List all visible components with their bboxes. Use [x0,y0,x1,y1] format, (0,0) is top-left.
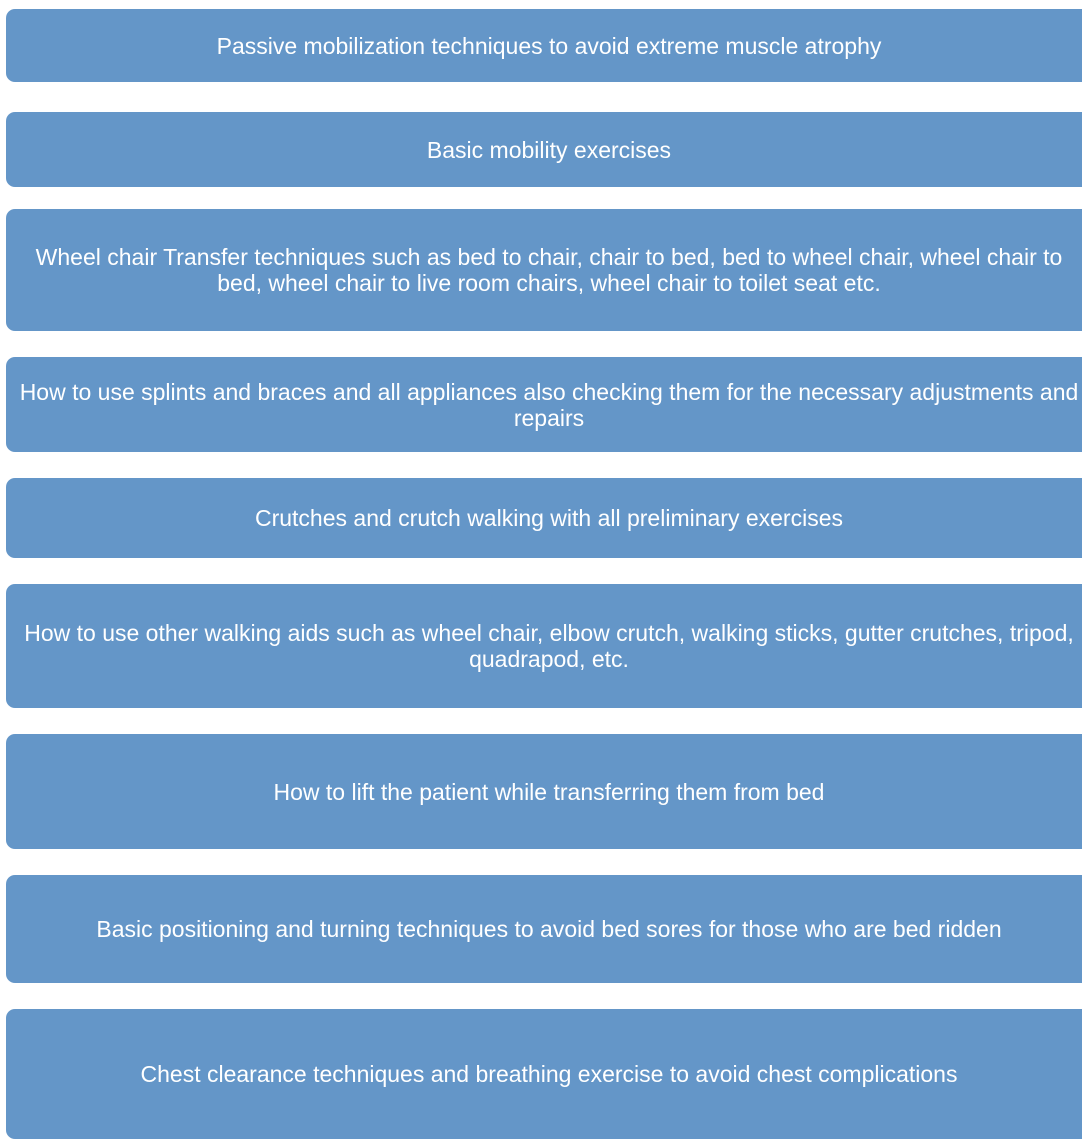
list-item-wheelchair-transfer [6,209,1082,331]
list-item-label: How to lift the patient while transferring them from bed [273,778,825,805]
list-item-label: Wheel chair Transfer techniques such as bed to chair, chair to bed, bed to wheel chair, wheel chair to bed, wheel chair to live room chairs, wheel chair to toilet seat etc. [35,244,1063,296]
list-item-label: Basic positioning and turning techniques to avoid bed sores for those who are bed ridden [96,916,1002,942]
list-item-lift-patient [6,734,1082,849]
list-item-crutch-walking [6,478,1082,558]
list-item-label: How to use splints and braces and all appliances also checking them for the necessary adjustments and repairs [19,378,1079,431]
list-item-label: Chest clearance techniques and breathing exercise to avoid chest complications [140,1061,958,1087]
list-item-walking-aids [6,584,1082,708]
list-item-passive-mobilization [6,9,1082,82]
list-item-label: Basic mobility exercises [426,136,672,163]
list-item-splints-braces [6,357,1082,452]
list-item-positioning-turning [6,875,1082,983]
list-item-label: Crutches and crutch walking with all preliminary exercises [254,505,843,531]
list-item-label: Passive mobilization techniques to avoid extreme muscle atrophy [216,32,882,59]
list-item-basic-mobility [6,112,1082,187]
list-item-chest-clearance [6,1009,1082,1139]
list-item-label: How to use other walking aids such as wheel chair, elbow crutch, walking sticks, gutter crutches, tripod, quadrapod, etc. [24,620,1074,672]
